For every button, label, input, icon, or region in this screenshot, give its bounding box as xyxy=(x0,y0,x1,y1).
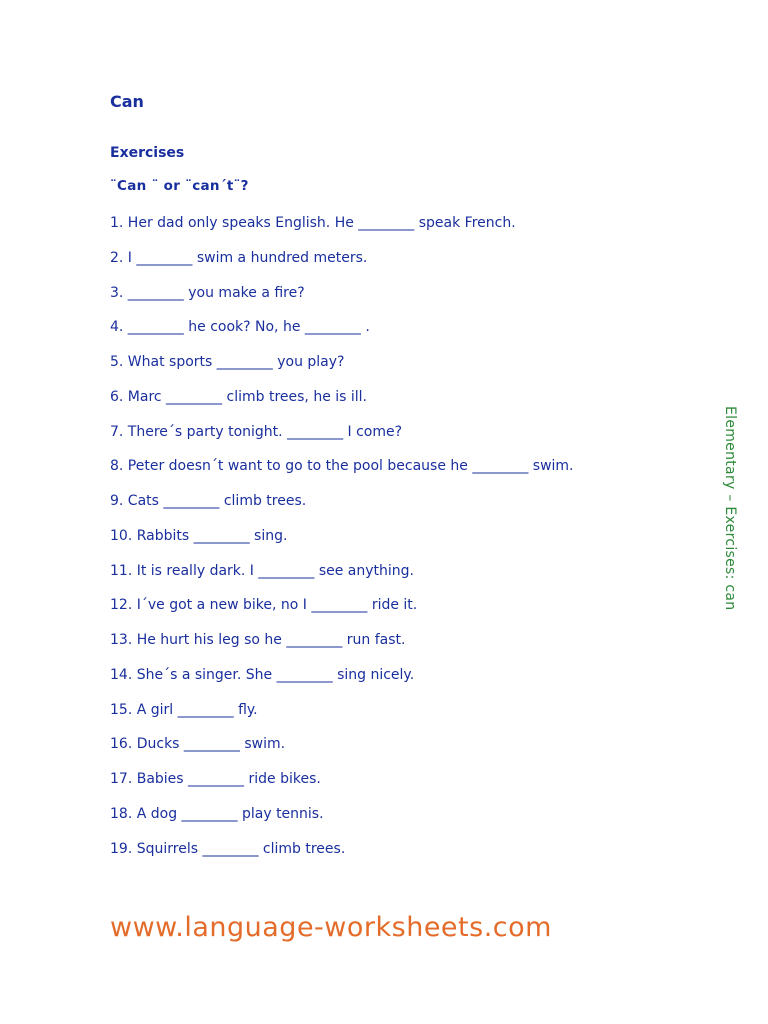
exercise-item: 10. Rabbits ________ sing. xyxy=(110,527,288,544)
exercise-item: 3. ________ you make a fire? xyxy=(110,284,305,301)
exercise-item: 12. I´ve got a new bike, no I ________ ride it. xyxy=(110,597,418,614)
exercise-item: 17. Babies ________ ride bikes. xyxy=(110,771,321,787)
exercise-item: 4. ________ he cook? No, he ________ . xyxy=(110,319,370,336)
exercise-item: 19. Squirrels ________ climb trees. xyxy=(110,840,346,857)
exercise-item: 1. Her dad only speaks English. He ________ speak French. xyxy=(110,215,516,231)
exercise-item: 5. What sports ________ you play? xyxy=(110,354,345,370)
exercise-item: 13. He hurt his leg so he ________ run fast. xyxy=(110,632,406,648)
footer-url-link[interactable]: www.language-worksheets.com xyxy=(110,912,552,943)
exercise-item: 15. A girl ________ fly. xyxy=(110,701,258,718)
exercise-item: 6. Marc ________ climb trees, he is ill. xyxy=(110,388,368,405)
side-label: Elementary – Exercises: can xyxy=(722,406,738,611)
exercise-item: 8. Peter doesn´t want to go to the pool because he ________ swim. xyxy=(110,458,574,475)
exercise-item: 11. It is really dark. I ________ see anything. xyxy=(110,562,415,579)
exercise-item: 14. She´s a singer. She ________ sing nicely. xyxy=(110,666,415,683)
exercise-item: 9. Cats ________ climb trees. xyxy=(110,493,307,509)
instruction: ¨Can ¨ or ¨can´t¨? xyxy=(110,178,249,194)
exercise-item: 16. Ducks ________ swim. xyxy=(110,736,286,753)
exercise-item: 7. There´s party tonight. ________ I come? xyxy=(110,423,403,440)
exercise-list xyxy=(110,212,574,872)
exercise-item: 18. A dog ________ play tennis. xyxy=(110,805,324,822)
page-title: Can xyxy=(110,92,144,111)
exercise-item: 2. I ________ swim a hundred meters. xyxy=(110,249,368,266)
section-heading: Exercises xyxy=(110,145,185,161)
